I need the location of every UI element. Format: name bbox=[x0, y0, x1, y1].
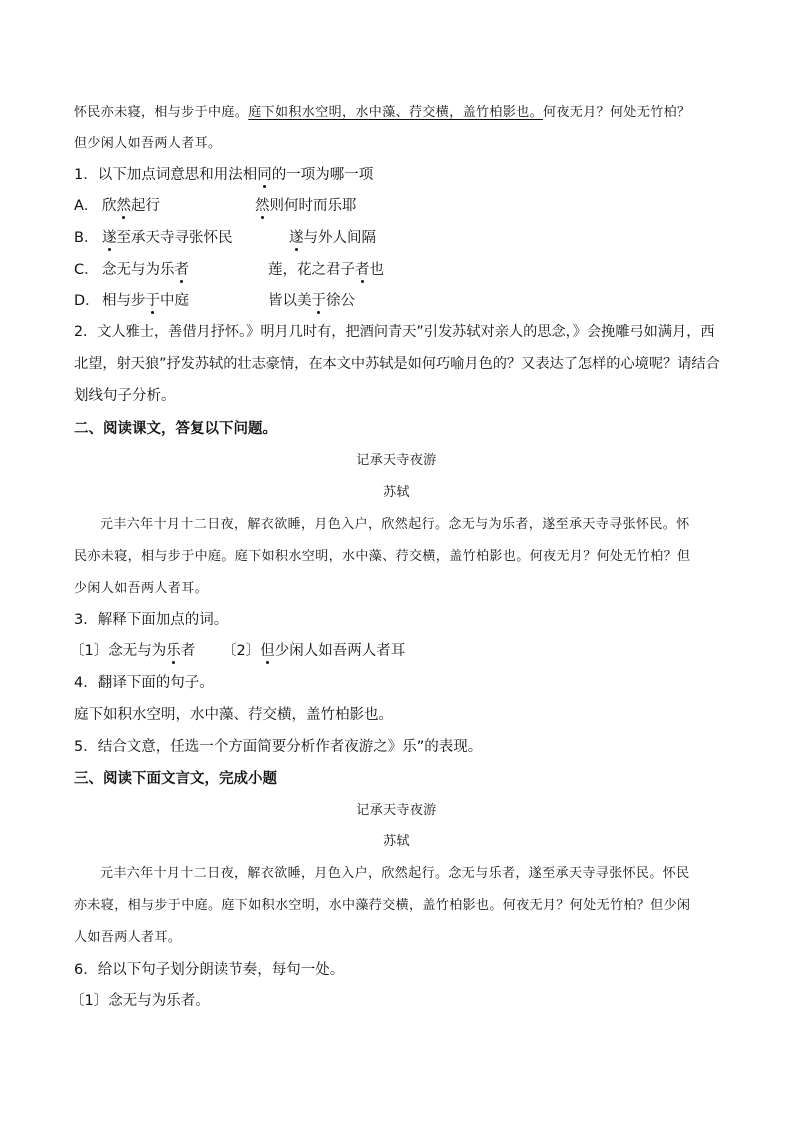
option-text: 莲，花之君子 bbox=[268, 262, 355, 278]
question-3-stem: 3．解释下面加点的词。 bbox=[74, 612, 229, 628]
option-b-compare bbox=[289, 228, 376, 248]
option-label: A． bbox=[74, 198, 99, 214]
passage-top-line-1 bbox=[74, 103, 690, 123]
question-6-item-1: 〔1〕念无与为乐者。 bbox=[70, 993, 210, 1009]
option-label: C． bbox=[74, 262, 99, 278]
question-3-item-1 bbox=[70, 641, 195, 661]
question-2-line-2: 北望，射天狼”抒发苏轼的壮志豪情，在本文中苏轼是如何巧喻月色的？又表达了怎样的心境呢？请结合 bbox=[74, 356, 720, 372]
question-2-line-3: 划线句子分析。 bbox=[74, 388, 176, 404]
section-3-heading: 三、阅读下面文言文，完成小题 bbox=[74, 771, 277, 787]
option-d-compare bbox=[268, 291, 355, 311]
option-text: 则何时而乐耶 bbox=[269, 198, 357, 214]
option-text: 中庭 bbox=[160, 293, 189, 309]
dotted-char: 同 bbox=[257, 167, 272, 183]
dotted-char: 但 bbox=[260, 643, 275, 659]
option-text: 起行 bbox=[131, 198, 160, 214]
dotted-char: 者 bbox=[174, 262, 189, 278]
option-text: 徐公 bbox=[326, 293, 355, 309]
option-text: 皆以美 bbox=[268, 293, 312, 309]
section-2-text-line-2: 民亦未寝，相与步于中庭。庭下如积水空明，水中藻、荇交横，盖竹柏影也。何夜无月？何处无竹柏？但 bbox=[74, 549, 691, 564]
passage-text: 何夜无月？何处无竹柏？ bbox=[543, 105, 691, 120]
dotted-char: 遂 bbox=[289, 230, 304, 246]
section-3-author: 苏轼 bbox=[383, 834, 410, 849]
dotted-char: 然 bbox=[255, 198, 270, 214]
option-b[interactable] bbox=[74, 228, 233, 248]
question-3-item-2 bbox=[222, 641, 405, 661]
dotted-char: 乐 bbox=[166, 643, 181, 659]
item-text: 〔1〕念无与为 bbox=[70, 643, 167, 659]
option-text: 欣 bbox=[102, 198, 117, 214]
option-a-compare bbox=[255, 196, 357, 216]
dotted-char: 然 bbox=[116, 198, 131, 214]
section-3-text-line-1: 元丰六年十月十二日夜，解衣欲睡，月色入户，欣然起行。念无与乐者，遂至承天寺寻张怀民。怀民 bbox=[100, 866, 690, 881]
dotted-char: 者 bbox=[355, 262, 370, 278]
item-text: 〔2〕 bbox=[222, 643, 261, 659]
option-a[interactable] bbox=[74, 196, 160, 216]
question-6-stem: 6．给以下句子划分朗读节奏，每句一处。 bbox=[74, 962, 345, 978]
item-text: 者 bbox=[180, 643, 196, 659]
dotted-char: 于 bbox=[311, 293, 326, 309]
section-3-text-line-3: 人如吾两人者耳。 bbox=[74, 930, 182, 945]
question-2-line-1: 2．文人雅士，善借月抒怀。》明月几时有，把酒问青天”引发苏轼对亲人的思念，》会挽雕弓如满月，西 bbox=[74, 324, 715, 340]
question-4-sentence: 庭下如积水空明，水中藻、荇交横，盖竹柏影也。 bbox=[74, 707, 393, 723]
option-text: 至承天寺寻张怀民 bbox=[116, 230, 233, 246]
item-text: 少闲人如吾两人者耳 bbox=[274, 643, 406, 659]
stem-text: 1．以下加点词意思和用法相 bbox=[74, 167, 258, 183]
question-5-stem: 5．结合文意，任选一个方面简要分析作者夜游之》乐”的表现。 bbox=[74, 739, 483, 755]
section-2-title: 记承天寺夜游 bbox=[356, 453, 437, 468]
section-2-heading: 二、阅读课文，答复以下问题。 bbox=[74, 421, 277, 437]
option-c[interactable] bbox=[74, 260, 189, 280]
option-text: 相与步 bbox=[102, 293, 146, 309]
section-2-text-line-1: 元丰六年十月十二日夜，解衣欲睡，月色入户，欣然起行。念无与为乐者，遂至承天寺寻张怀民。怀 bbox=[100, 517, 690, 532]
passage-text: 怀民亦未寝，相与步于中庭。 bbox=[74, 105, 249, 120]
dotted-char: 于 bbox=[145, 293, 160, 309]
section-3-text-line-2: 亦未寝，相与步于中庭。庭下如积水空明，水中藻荇交横，盖竹柏影也。何夜无月？何处无竹柏？但少闲 bbox=[74, 898, 691, 913]
underlined-sentence: 庭下如积水空明，水中藻、荇交横，盖竹柏影也。 bbox=[248, 105, 544, 120]
option-text: 念无与为乐 bbox=[102, 262, 175, 278]
option-d[interactable] bbox=[74, 291, 189, 311]
section-2-text-line-3: 少闲人如吾两人者耳。 bbox=[74, 581, 209, 596]
option-text: 与外人间隔 bbox=[303, 230, 376, 246]
dotted-char: 遂 bbox=[102, 230, 117, 246]
stem-text: 的一项为哪一项 bbox=[271, 167, 374, 183]
passage-top-line-2: 但少闲人如吾两人者耳。 bbox=[74, 136, 222, 151]
section-3-title: 记承天寺夜游 bbox=[356, 803, 437, 818]
option-text: 也 bbox=[369, 262, 384, 278]
question-4-stem: 4．翻译下面的句子。 bbox=[74, 675, 214, 691]
option-label: D． bbox=[74, 293, 100, 309]
option-label: B． bbox=[74, 230, 99, 246]
section-2-author: 苏轼 bbox=[383, 485, 410, 500]
option-c-compare bbox=[268, 260, 384, 280]
question-1-stem bbox=[74, 165, 373, 185]
